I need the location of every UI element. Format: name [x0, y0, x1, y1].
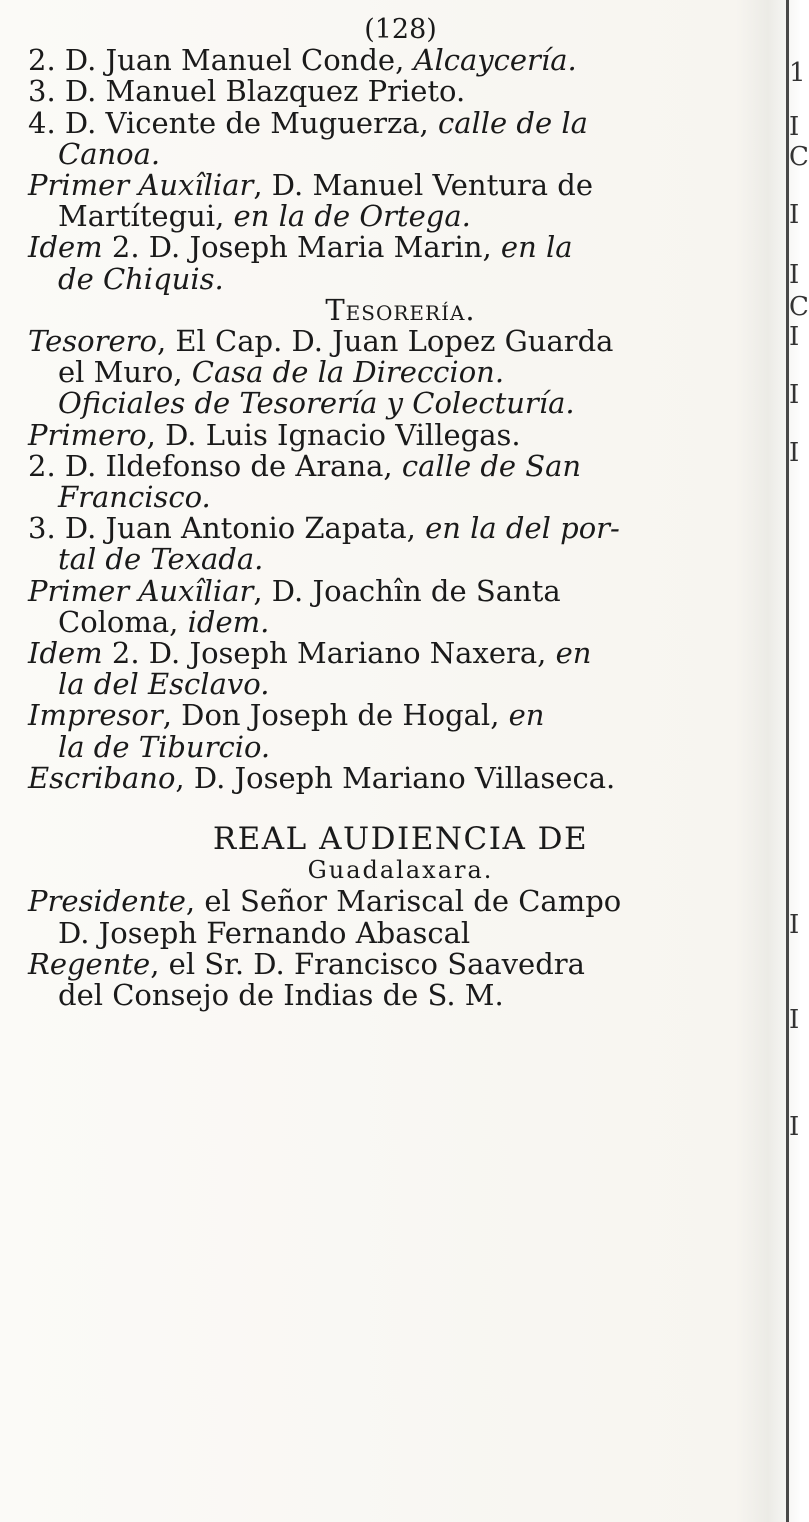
text-segment: , D. Manuel Ventura de	[253, 168, 593, 203]
text-line	[28, 232, 773, 263]
italic-text: Idem	[28, 230, 103, 265]
italic-text: Alcaycería.	[413, 43, 577, 78]
text-segment: , D. Luis Ignacio Villegas.	[146, 417, 521, 452]
italic-text: en	[508, 698, 545, 733]
italic-text: Escribano	[28, 760, 176, 795]
text-segment: Martítegui,	[58, 199, 234, 234]
text-segment: 2. D. Joseph Mariano Naxera,	[102, 636, 556, 671]
text-line	[28, 855, 773, 886]
page-number: (128)	[364, 14, 437, 45]
text-line	[28, 76, 773, 107]
italic-text: en	[555, 636, 592, 671]
edge-fragment: I	[789, 322, 800, 352]
italic-text: Primer Auxîliar	[28, 573, 254, 608]
italic-text: Canoa.	[58, 136, 161, 171]
italic-text: la de Tiburcio.	[58, 729, 271, 764]
text-line	[28, 388, 773, 419]
edge-fragment: I	[789, 438, 800, 468]
italic-text: calle de la	[437, 105, 588, 140]
text-segment: D. Joseph Fernando Abascal	[58, 915, 471, 950]
text-segment: 2. D. Ildefonso de Arana,	[28, 448, 402, 483]
italic-text: en la de Ortega.	[233, 199, 471, 234]
text-segment: 3. D. Juan Antonio Zapata,	[28, 511, 426, 546]
italic-text: Francisco.	[58, 480, 211, 515]
italic-text: Oficiales de Tesorería y Colecturía.	[58, 386, 575, 421]
text-line	[28, 915, 773, 950]
text-line	[28, 573, 773, 608]
text-segment: , D. Joseph Mariano Villaseca.	[175, 760, 616, 795]
text-segment: , el Sr. D. Francisco Saavedra	[150, 946, 585, 981]
text-line	[28, 326, 773, 357]
text-segment: Tesorería.	[325, 292, 476, 327]
text-line	[28, 105, 773, 140]
text-segment: , el Señor Mariscal de Campo	[185, 884, 622, 919]
text-line	[28, 638, 773, 669]
page-text	[28, 14, 773, 1011]
italic-text: la del Esclavo.	[58, 667, 270, 702]
text-line	[28, 604, 773, 639]
edge-fragment: I	[789, 200, 800, 230]
italic-text: en la del por-	[425, 511, 620, 546]
italic-text: Regente	[28, 946, 151, 981]
text-segment: 3. D. Manuel Blazquez Prieto.	[28, 74, 466, 109]
text-line	[28, 669, 773, 700]
edge-fragment: C	[789, 292, 809, 322]
italic-text: tal de Texada.	[58, 542, 264, 577]
text-segment: 4. D. Vicente de Muguerza,	[28, 105, 438, 140]
text-line	[28, 886, 773, 917]
text-line	[28, 45, 773, 76]
edge-fragment: I	[789, 910, 800, 940]
italic-text: Casa de la Direccion.	[191, 355, 505, 390]
edge-fragment: C	[789, 142, 809, 172]
text-line	[28, 946, 773, 981]
italic-text: calle de San	[401, 448, 582, 483]
edge-fragment: I	[789, 260, 800, 290]
text-line	[28, 482, 773, 513]
text-line	[28, 292, 773, 327]
text-line	[28, 544, 773, 575]
text-line	[28, 448, 773, 483]
text-line	[28, 261, 773, 296]
text-line	[28, 136, 773, 171]
text-line	[28, 417, 773, 452]
text-line	[28, 201, 773, 232]
text-line	[28, 729, 773, 764]
text-segment: Coloma,	[58, 604, 188, 639]
text-segment: del Consejo de Indias de S. M.	[58, 978, 504, 1013]
italic-text: Impresor	[28, 698, 163, 733]
edge-fragment: I	[789, 112, 800, 142]
text-line	[28, 821, 773, 858]
italic-text: en la	[500, 230, 573, 265]
edge-fragment: 1	[789, 58, 806, 88]
italic-text: de Chiquis.	[58, 261, 224, 296]
italic-text: Primer Auxîliar	[28, 168, 254, 203]
text-segment: , D. Joachîn de Santa	[253, 573, 561, 608]
text-line	[28, 700, 773, 731]
text-line	[28, 357, 773, 388]
text-segment: 2. D. Joseph Maria Marin,	[102, 230, 501, 265]
text-segment: Guadalaxara.	[307, 856, 494, 885]
text-line	[28, 760, 773, 795]
text-segment: , Don Joseph de Hogal,	[162, 698, 509, 733]
edge-fragment: I	[789, 380, 800, 410]
edge-fragment: I	[789, 1112, 800, 1142]
text-line	[28, 980, 773, 1011]
text-body	[28, 45, 773, 1011]
italic-text: Tesorero	[28, 324, 157, 359]
italic-text: Idem	[28, 636, 103, 671]
text-line	[28, 170, 773, 201]
text-segment: , El Cap. D. Juan Lopez Guarda	[156, 324, 614, 359]
italic-text: idem.	[187, 604, 270, 639]
text-segment: 2. D. Juan Manuel Conde,	[28, 43, 414, 78]
italic-text: Primero	[28, 417, 147, 452]
text-segment: el Muro,	[58, 355, 192, 390]
text-segment: REAL AUDIENCIA DE	[212, 821, 589, 858]
italic-text: Presidente	[28, 884, 186, 919]
edge-fragment: I	[789, 1005, 800, 1035]
text-line	[28, 513, 773, 544]
